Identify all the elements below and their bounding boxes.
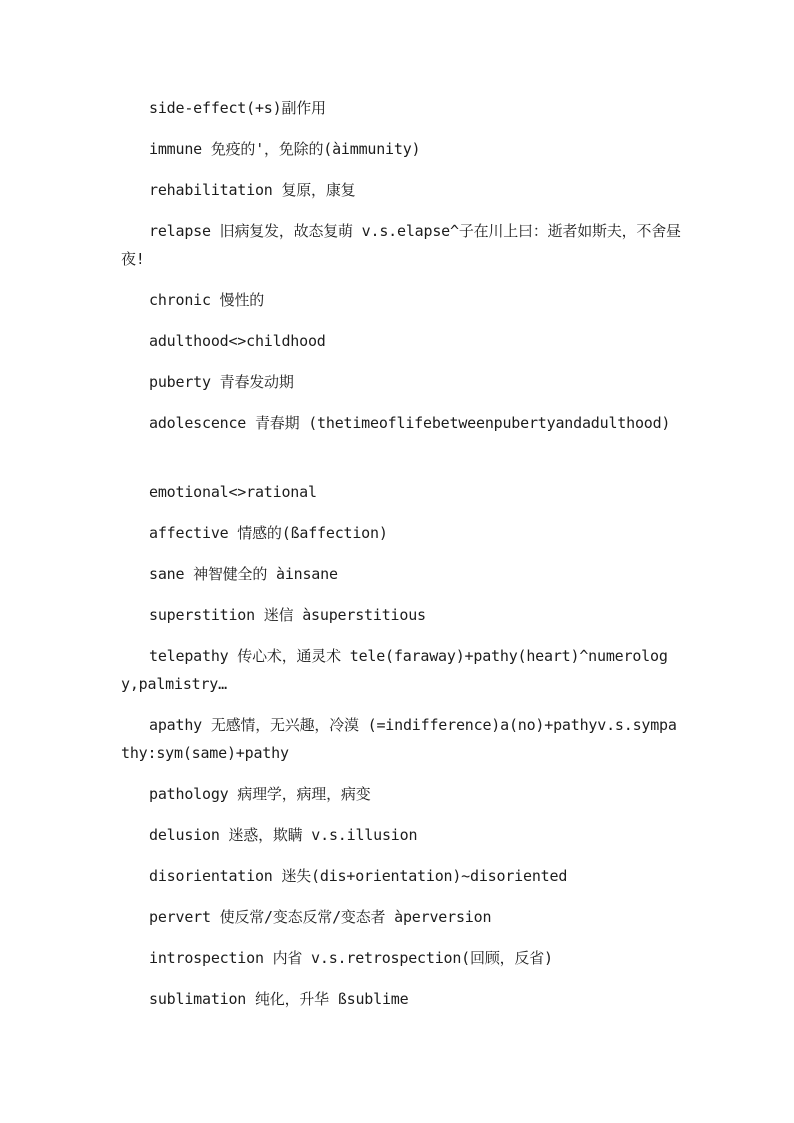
vocab-entry: affective 情感的(ßaffection) [149,524,388,542]
vocab-entry: sane 神智健全的 àinsane [149,565,338,583]
vocab-entry: apathy 无感情，无兴趣，冷漠 (=indifference)a(no)+pathyv.s.sympathy:sym(same)+pathy [121,716,677,762]
vocab-entry: immune 免疫的'，免除的(àimmunity) [149,140,421,158]
vocab-entry: puberty 青春发动期 [149,373,294,391]
vocab-entry: pervert 使反常/变态反常/变态者 àperversion [149,908,492,926]
vocab-entry: chronic 慢性的 [149,291,265,309]
vocab-entry: sublimation 纯化，升华 ßsublime [149,990,409,1008]
vocab-entry: introspection 内省 v.s.retrospection(回顾，反省) [149,949,553,967]
vocab-entry: adolescence 青春期 (thetimeoflifebetweenpubertyandadulthood) [149,414,671,432]
vocab-entry: rehabilitation 复原，康复 [149,181,356,199]
vocab-entry: side-effect(+s)副作用 [149,99,326,117]
vocab-entry: adulthood<>childhood [149,332,326,350]
vocab-entry: superstition 迷信 àsuperstitious [149,606,426,624]
vocab-entry: telepathy 传心术，通灵术 tele(faraway)+pathy(heart)^numerology,palmistry… [121,647,668,693]
vocab-entry: pathology 病理学，病理，病变 [149,785,371,803]
vocab-entry: emotional<>rational [149,483,317,501]
vocab-entry: disorientation 迷失(dis+orientation)~disoriented [149,867,568,885]
vocab-entry: delusion 迷惑，欺瞒 v.s.illusion [149,826,418,844]
vocab-entry: relapse 旧病复发，故态复萌 v.s.elapse^子在川上曰：逝者如斯夫，不舍昼夜! [121,222,681,268]
